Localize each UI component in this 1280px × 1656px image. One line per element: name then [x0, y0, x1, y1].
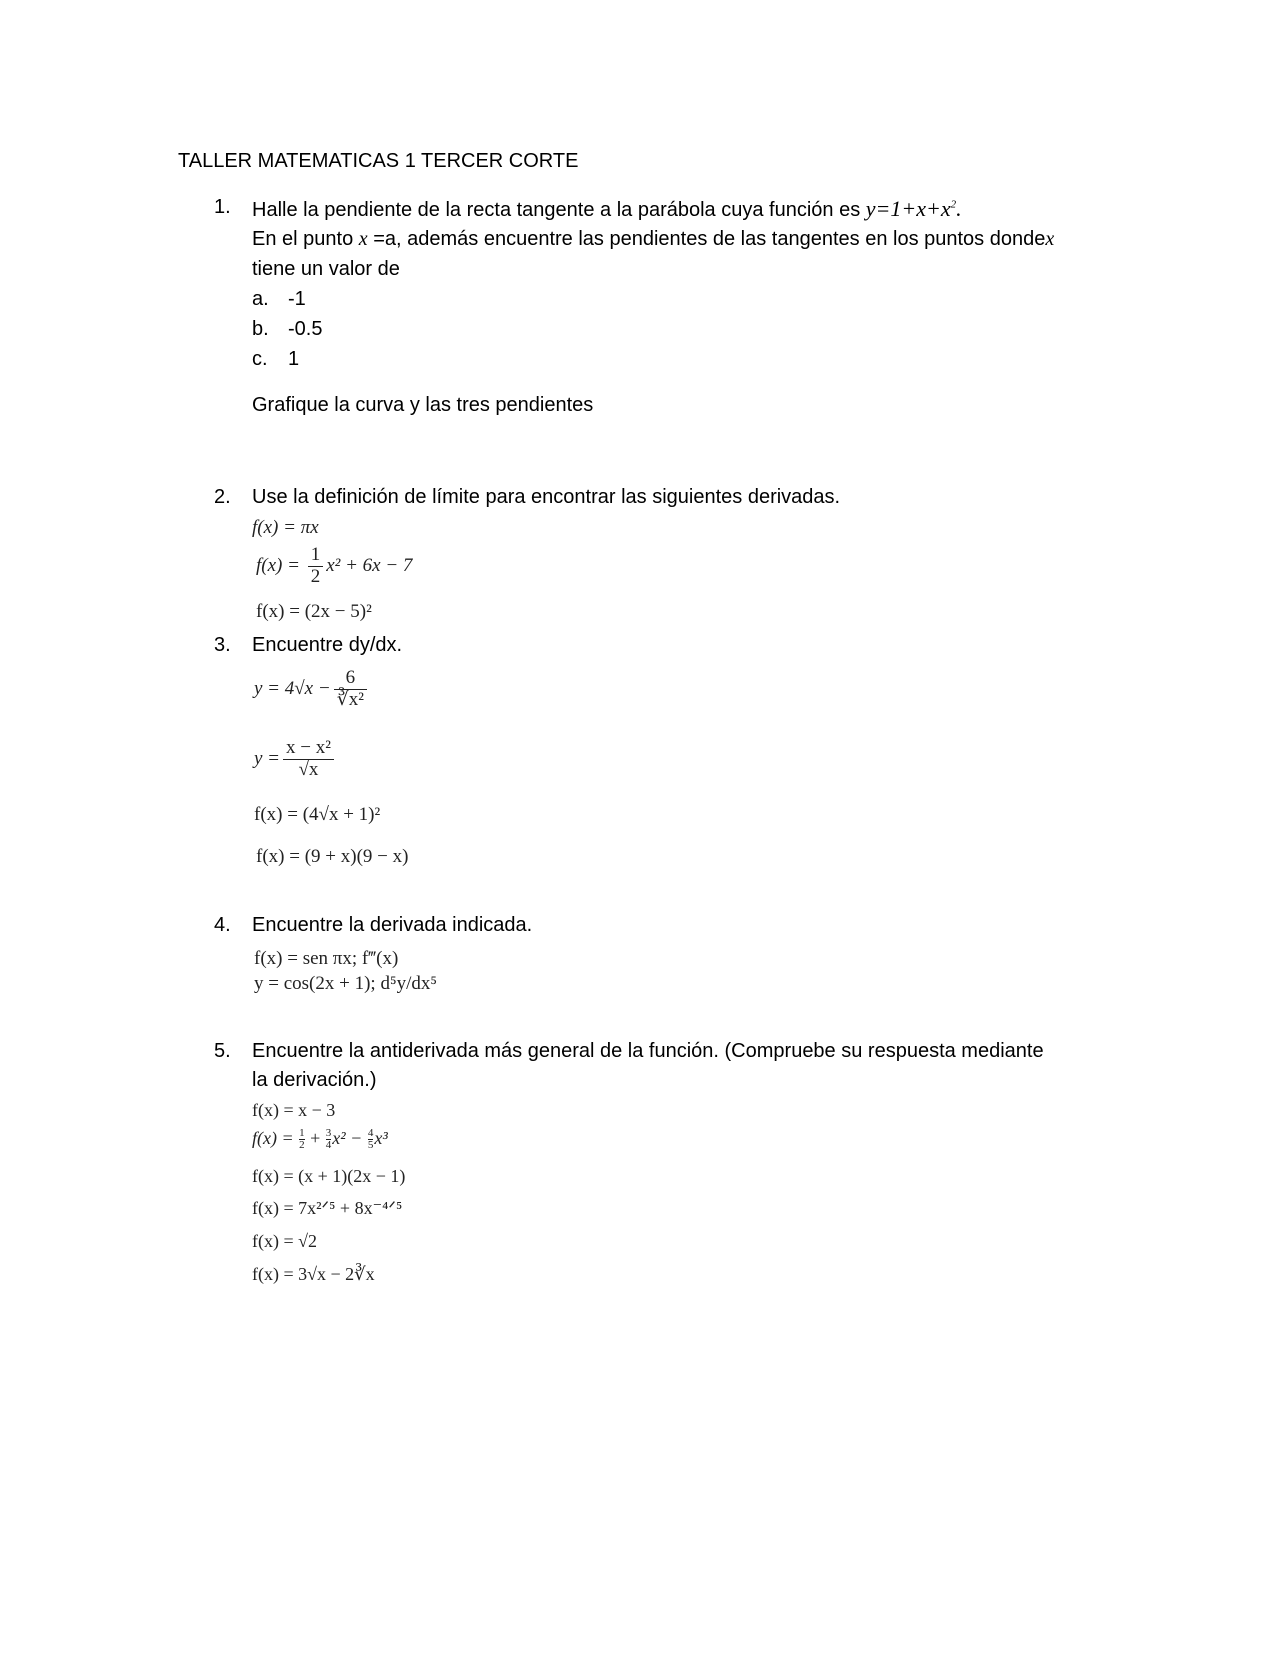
q5-formula-6: f(x) = 3√x − 2∛x — [252, 1264, 375, 1284]
q5-text-line2: la derivación.) — [252, 1069, 377, 1091]
q3-formula-2: y = $\frac{\text{x − x²}}{√x}$ — [254, 738, 337, 781]
q2-number: 2. — [214, 486, 231, 508]
q3-formula-3: f(x) = (4√x + 1)² — [254, 804, 381, 825]
q1-option-c-value: 1 — [288, 348, 300, 370]
q1-line2: En el punto x =a, además encuentre las pendientes de las tangentes en los puntos dondex — [252, 228, 1055, 250]
q3-text: Encuentre dy/dx. — [252, 634, 403, 656]
q4-formula-2: y = cos(2x + 1); d⁵y/dx⁵ — [254, 973, 437, 994]
q2-formula-3: f(x) = (2x − 5)² — [256, 601, 372, 622]
q3-formula-1: y = 4√x − $\frac{6}{\text{∛x²}}$ — [254, 668, 370, 711]
q1-line1 — [252, 196, 962, 222]
q1-formula: $y=1+x+x^2$. — [865, 196, 962, 221]
q1-option-a-value: -1 — [288, 288, 306, 310]
q3-formula-4: f(x) = (9 + x)(9 − x) — [256, 846, 409, 867]
q3-number: 3. — [214, 634, 231, 656]
q4-number: 4. — [214, 914, 231, 936]
q2-formula-1: f(x) = πx — [252, 517, 319, 538]
q1-graph-instruction: Grafique la curva y las tres pendientes — [252, 394, 594, 416]
q1-option-c-letter: c. — [252, 348, 268, 370]
q1-option-b-letter: b. — [252, 318, 269, 340]
q5-formula-2: f(x) = $\frac{1}{2}$ + $\frac{3}{4}$ x² − $\frac{4}{5}$ x³ — [252, 1127, 388, 1152]
q2-text: Use la definición de límite para encontrar las siguientes derivadas. — [252, 486, 841, 508]
q5-number: 5. — [214, 1040, 231, 1062]
q5-text-line1: Encuentre la antiderivada más general de la función. (Compruebe su respuesta mediante — [252, 1040, 1044, 1062]
q5-formula-3: f(x) = (x + 1)(2x − 1) — [252, 1166, 406, 1186]
q4-formula-1: f(x) = sen πx; f‴(x) — [254, 948, 399, 969]
q1-text: Halle la pendiente de la recta tangente a la parábola cuya función es — [252, 199, 861, 221]
q4-text: Encuentre la derivada indicada. — [252, 914, 533, 936]
q1-number: 1. — [214, 196, 231, 218]
document-title: TALLER MATEMATICAS 1 TERCER CORTE — [178, 150, 579, 172]
q1-line3: tiene un valor de — [252, 258, 400, 280]
q1-option-a-letter: a. — [252, 288, 269, 310]
q5-formula-5: f(x) = √2 — [252, 1231, 318, 1251]
q1-option-b-value: -0.5 — [288, 318, 323, 340]
q5-formula-1: f(x) = x − 3 — [252, 1100, 336, 1120]
q5-formula-4: f(x) = 7x²ᐟ⁵ + 8x⁻⁴ᐟ⁵ — [252, 1198, 403, 1218]
q2-formula-2: f(x) = $\frac{1}{2}$ x² + 6x − 7 — [256, 544, 413, 587]
